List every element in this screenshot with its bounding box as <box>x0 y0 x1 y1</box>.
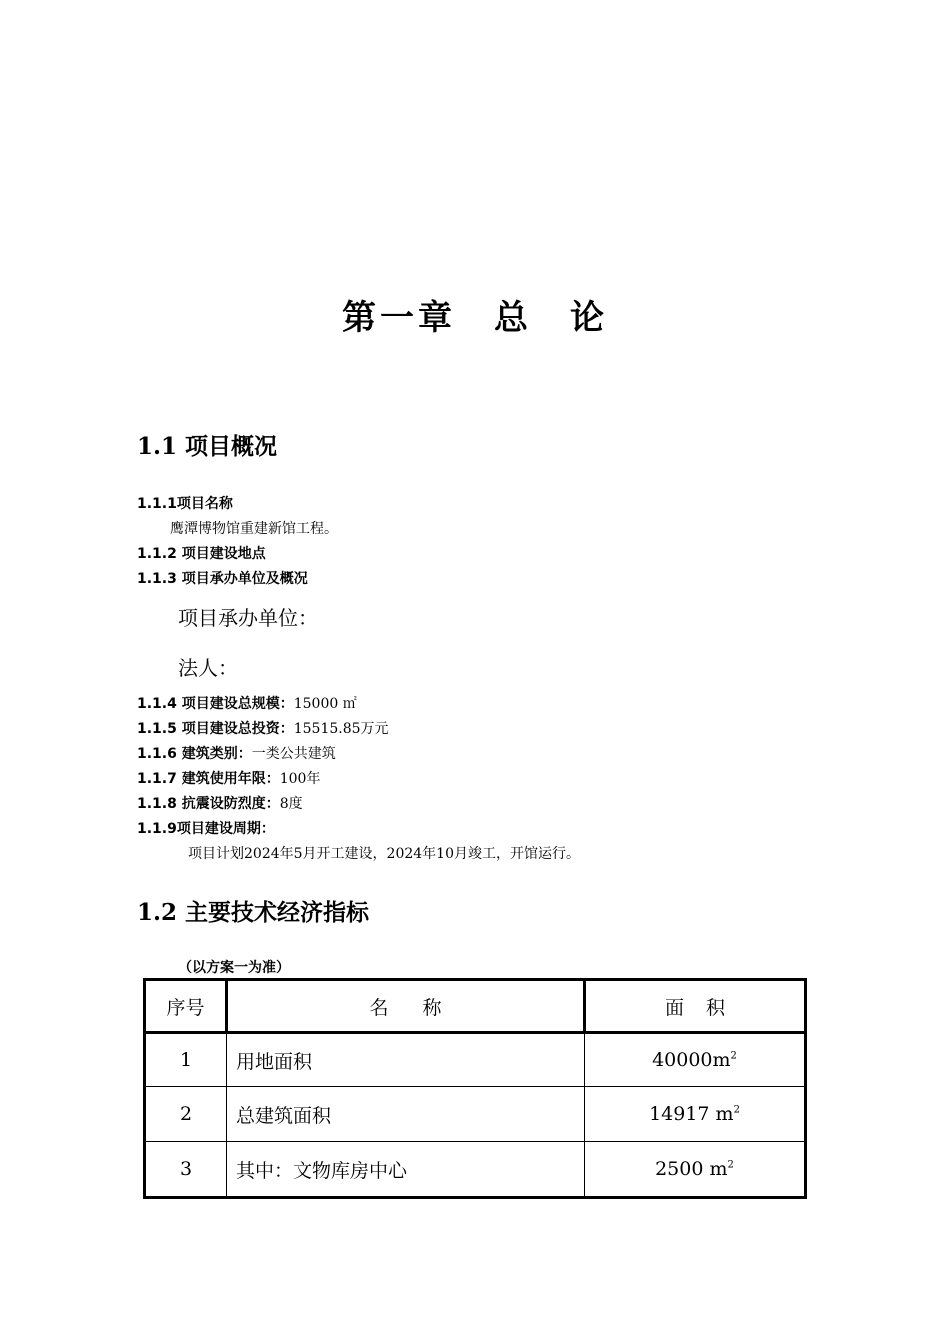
cell-name: 用地面积 <box>227 1033 585 1087</box>
item-1-1-8 <box>137 793 303 813</box>
table-header-row <box>145 980 806 1033</box>
item-1-1-2 <box>137 543 266 563</box>
cell-seq: 2 <box>145 1087 227 1142</box>
item-label: 1.1.1项目名称 <box>137 496 233 512</box>
section-heading-1-2 <box>137 894 369 927</box>
section-title: 主要技术经济指标 <box>185 900 370 926</box>
item-label: 1.1.5 项目建设总投资： <box>137 721 294 737</box>
schedule-text: 项目计划2024年5月开工建设，2024年10月竣工，开馆运行。 <box>188 846 580 862</box>
item-1-1-9 <box>137 818 275 838</box>
section-number: 1.1 <box>137 433 178 460</box>
item-1-1-4 <box>137 693 357 713</box>
item-value: 8度 <box>279 796 303 812</box>
cell-name: 其中：文物库房中心 <box>227 1142 585 1198</box>
item-1-1-3 <box>137 568 308 588</box>
item-label: 1.1.2 项目建设地点 <box>137 546 266 562</box>
section-title: 项目概况 <box>185 434 278 460</box>
header-area: 面积 <box>585 980 806 1033</box>
section-heading-1-1 <box>137 428 277 461</box>
item-1-1-5 <box>137 718 389 738</box>
table-row <box>145 1087 806 1142</box>
undertaking-unit-text: 项目承办单位： <box>178 606 318 630</box>
cell-area: 2500 $m^2$ <box>585 1142 806 1198</box>
item-label: 1.1.7 建筑使用年限： <box>137 771 280 787</box>
item-label: 1.1.9项目建设周期： <box>137 821 275 837</box>
header-name: 名称 <box>227 980 585 1033</box>
cell-area: $40000m^2$ <box>585 1033 806 1087</box>
table-row <box>145 1142 806 1198</box>
indicator-table <box>143 978 807 1199</box>
unit-superscript: 2 <box>730 1050 737 1062</box>
cell-seq: 3 <box>145 1142 227 1198</box>
item-1-1-7 <box>137 768 320 788</box>
table-row <box>145 1033 806 1087</box>
chapter-title: 第一章 总 论 <box>342 298 608 338</box>
item-label: 1.1.6 建筑类别： <box>137 746 252 762</box>
table-note: （以方案一为准） <box>178 960 290 976</box>
section-number: 1.2 <box>137 899 178 926</box>
item-1-1-6 <box>137 743 336 763</box>
cell-name: 总建筑面积 <box>227 1087 585 1142</box>
item-label: 1.1.3 项目承办单位及概况 <box>137 571 308 587</box>
item-value: 一类公共建筑 <box>251 746 336 762</box>
cell-seq: 1 <box>145 1033 227 1087</box>
item-label: 1.1.8 抗震设防烈度： <box>137 796 280 812</box>
item-1-1-1 <box>137 493 233 513</box>
cell-area: 14917 $m^2$ <box>585 1087 806 1142</box>
item-value: 100年 <box>279 771 321 787</box>
item-value: 15515.85万元 <box>293 721 389 737</box>
item-label: 1.1.4 项目建设总规模： <box>137 696 294 712</box>
unit-superscript: 2 <box>727 1159 734 1171</box>
header-seq: 序号 <box>145 980 227 1033</box>
project-name-text: 鹰潭博物馆重建新馆工程。 <box>170 521 338 537</box>
unit-superscript: 2 <box>733 1104 740 1116</box>
item-value: 15000 ㎡ <box>293 696 357 712</box>
legal-person-text: 法人： <box>178 656 238 680</box>
